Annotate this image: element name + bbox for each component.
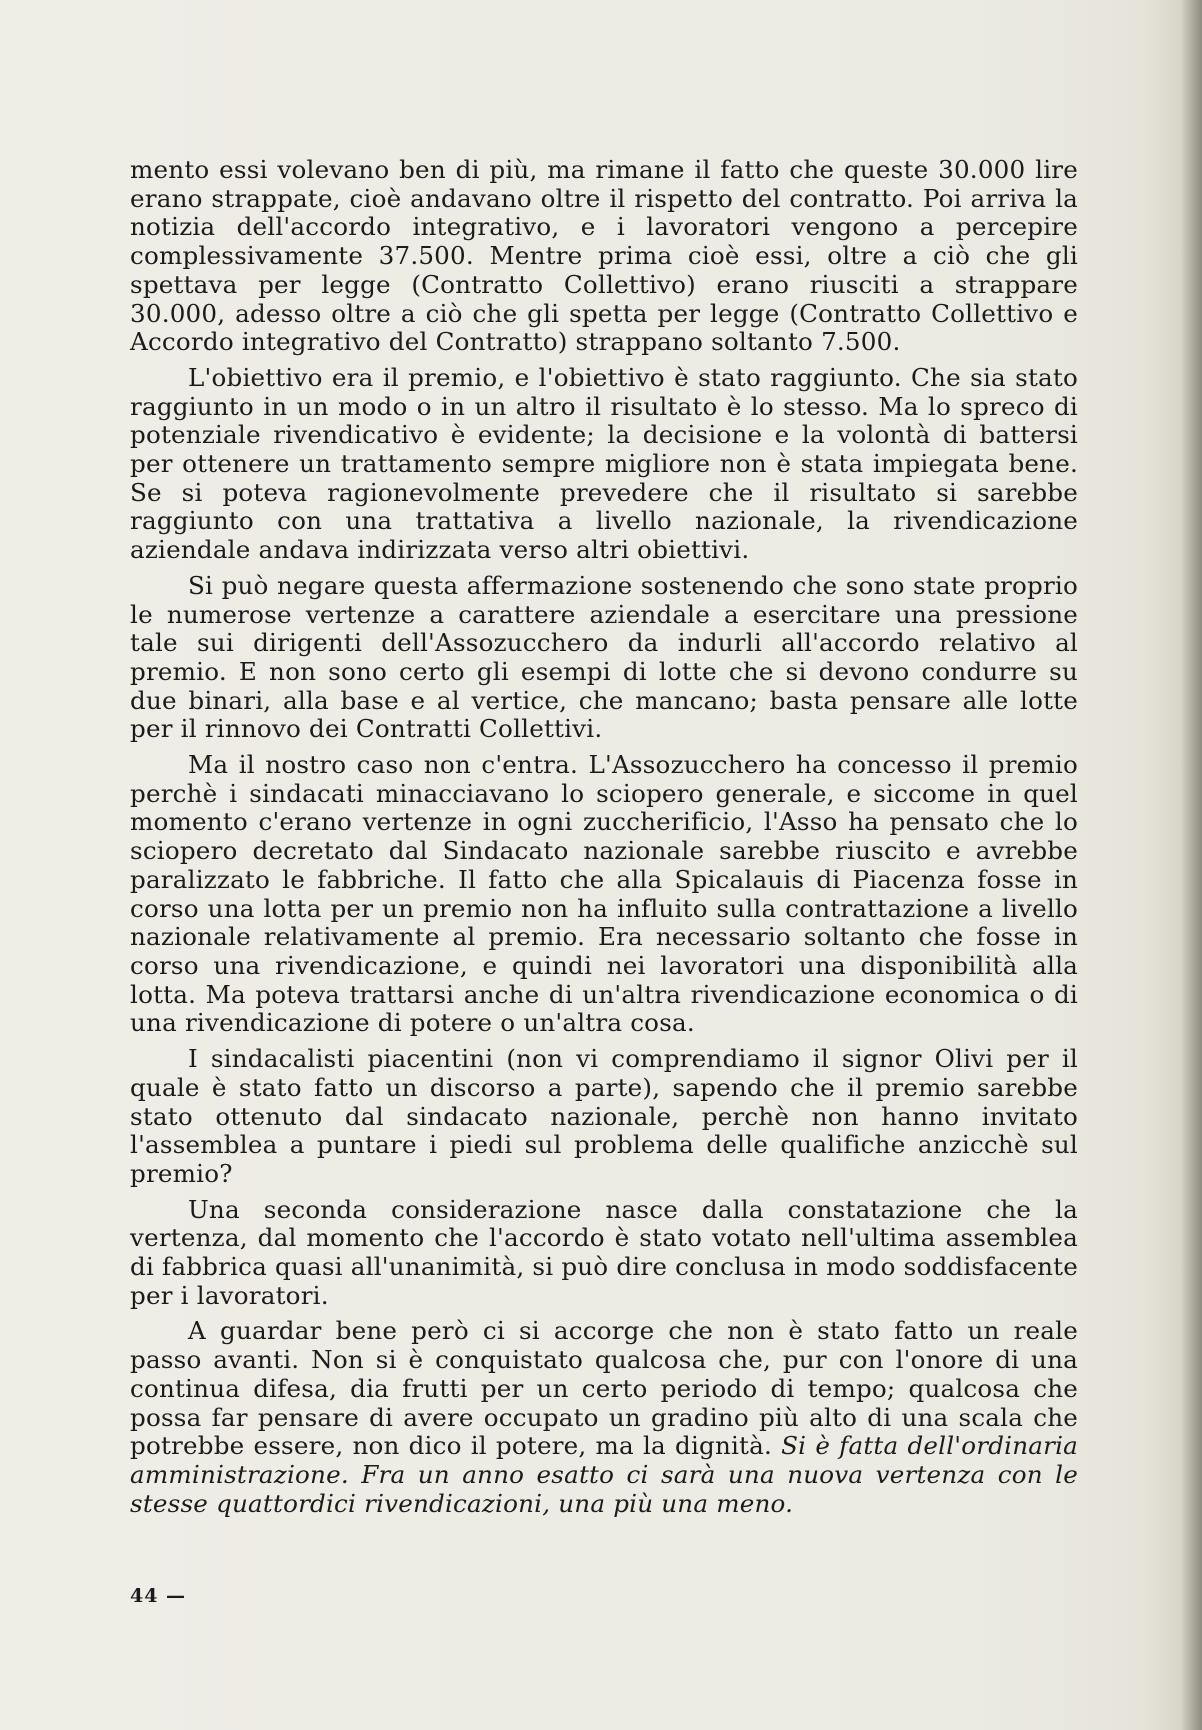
paragraph-6: Una seconda considerazione nasce dalla constatazione che la vertenza, dal momento che l'accordo è stato votato nell'ultima assemblea di fabbrica quasi all'unanimità, si può dire conclusa in modo soddisfacente per i lavoratori. (130, 1194, 1078, 1310)
paragraph-7 (130, 1317, 1078, 1518)
paragraph-7-italic: Si è fatta dell'ordinaria amministrazione. Fra un anno esatto ci sarà una nuova vertenza con le stesse quattordici rivendicazioni, una più una meno. (130, 1431, 1079, 1518)
page-number: 44 — (130, 1585, 187, 1607)
page-edge-shadow (1180, 0, 1202, 1730)
paragraph-7-text: A guardar bene però ci si accorge che non è stato fatto un reale passo avanti. Non si è conquistato qualcosa che, pur con l'onore di una continua difesa, dia frutti per un certo periodo di tempo; qualcosa che possa far pensare di avere occupato un gradino più alto di una scala che potrebbe essere, non dico il potere, ma la dignità. (130, 1316, 1078, 1461)
paragraph-2: L'obiettivo era il premio, e l'obiettivo è stato raggiunto. Che sia stato raggiunto in un modo o in un altro il risultato è lo stesso. Ma lo spreco di potenziale rivendicativo è evidente; la decisione e la volontà di battersi per ottenere un trattamento sempre migliore non è stata impiegata bene. Se si poteva ragionevolmente prevedere che il risultato si sarebbe raggiunto con una trattativa a livello nazionale, la rivendicazione aziendale andava indirizzata verso altri obiettivi. (130, 362, 1078, 565)
body-text (130, 156, 1078, 1525)
paragraph-5: I sindacalisti piacentini (non vi comprendiamo il signor Olivi per il quale è stato fatto un discorso a parte), sapendo che il premio sarebbe stato ottenuto dal sindacato nazionale, perchè non hanno invitato l'assemblea a puntare i piedi sul problema delle qualifiche anzicchè sul premio? (130, 1044, 1078, 1188)
paragraph-3: Si può negare questa affermazione sostenendo che sono state proprio le numerose vertenze a carattere aziendale a esercitare una pressione tale sui dirigenti dell'Assozucchero da indurli all'accordo relativo al premio. E non sono certo gli esempi di lotte che si devono condurre su due binari, alla base e al vertice, che mancano; basta pensare alle lotte per il rinnovo dei Contratti Collettivi. (130, 570, 1078, 744)
paragraph-1: mento essi volevano ben di più, ma rimane il fatto che queste 30.000 lire erano strappate, cioè andavano oltre il rispetto del contratto. Poi arriva la notizia dell'accordo integrativo, e i lavoratori vengono a percepire complessivamente 37.500. Mentre prima cioè essi, oltre a ciò che gli spettava per legge (Contratto Collettivo) erano riusciti a strappare 30.000, adesso oltre a ciò che gli spetta per legge (Contratto Collettivo e Accordo integrativo del Contratto) strappano soltanto 7.500. (130, 155, 1078, 357)
paragraph-4: Ma il nostro caso non c'entra. L'Assozucchero ha concesso il premio perchè i sindacati minacciavano lo sciopero generale, e siccome in quel momento c'erano vertenze in ogni zuccherificio, l'Asso ha pensato che lo sciopero decretato dal Sindacato nazionale sarebbe riuscito e avrebbe paralizzato le fabbriche. Il fatto che alla Spicalauis di Piacenza fosse in corso una lotta per un premio non ha influito sulla contrattazione a livello nazionale relativamente al premio. Era necessario soltanto che fosse in corso una rivendicazione, e quindi nei lavoratori una disponibilità alla lotta. Ma poteva trattarsi anche di un'altra rivendicazione economica o di una rivendicazione di potere o un'altra cosa. (130, 750, 1078, 1038)
